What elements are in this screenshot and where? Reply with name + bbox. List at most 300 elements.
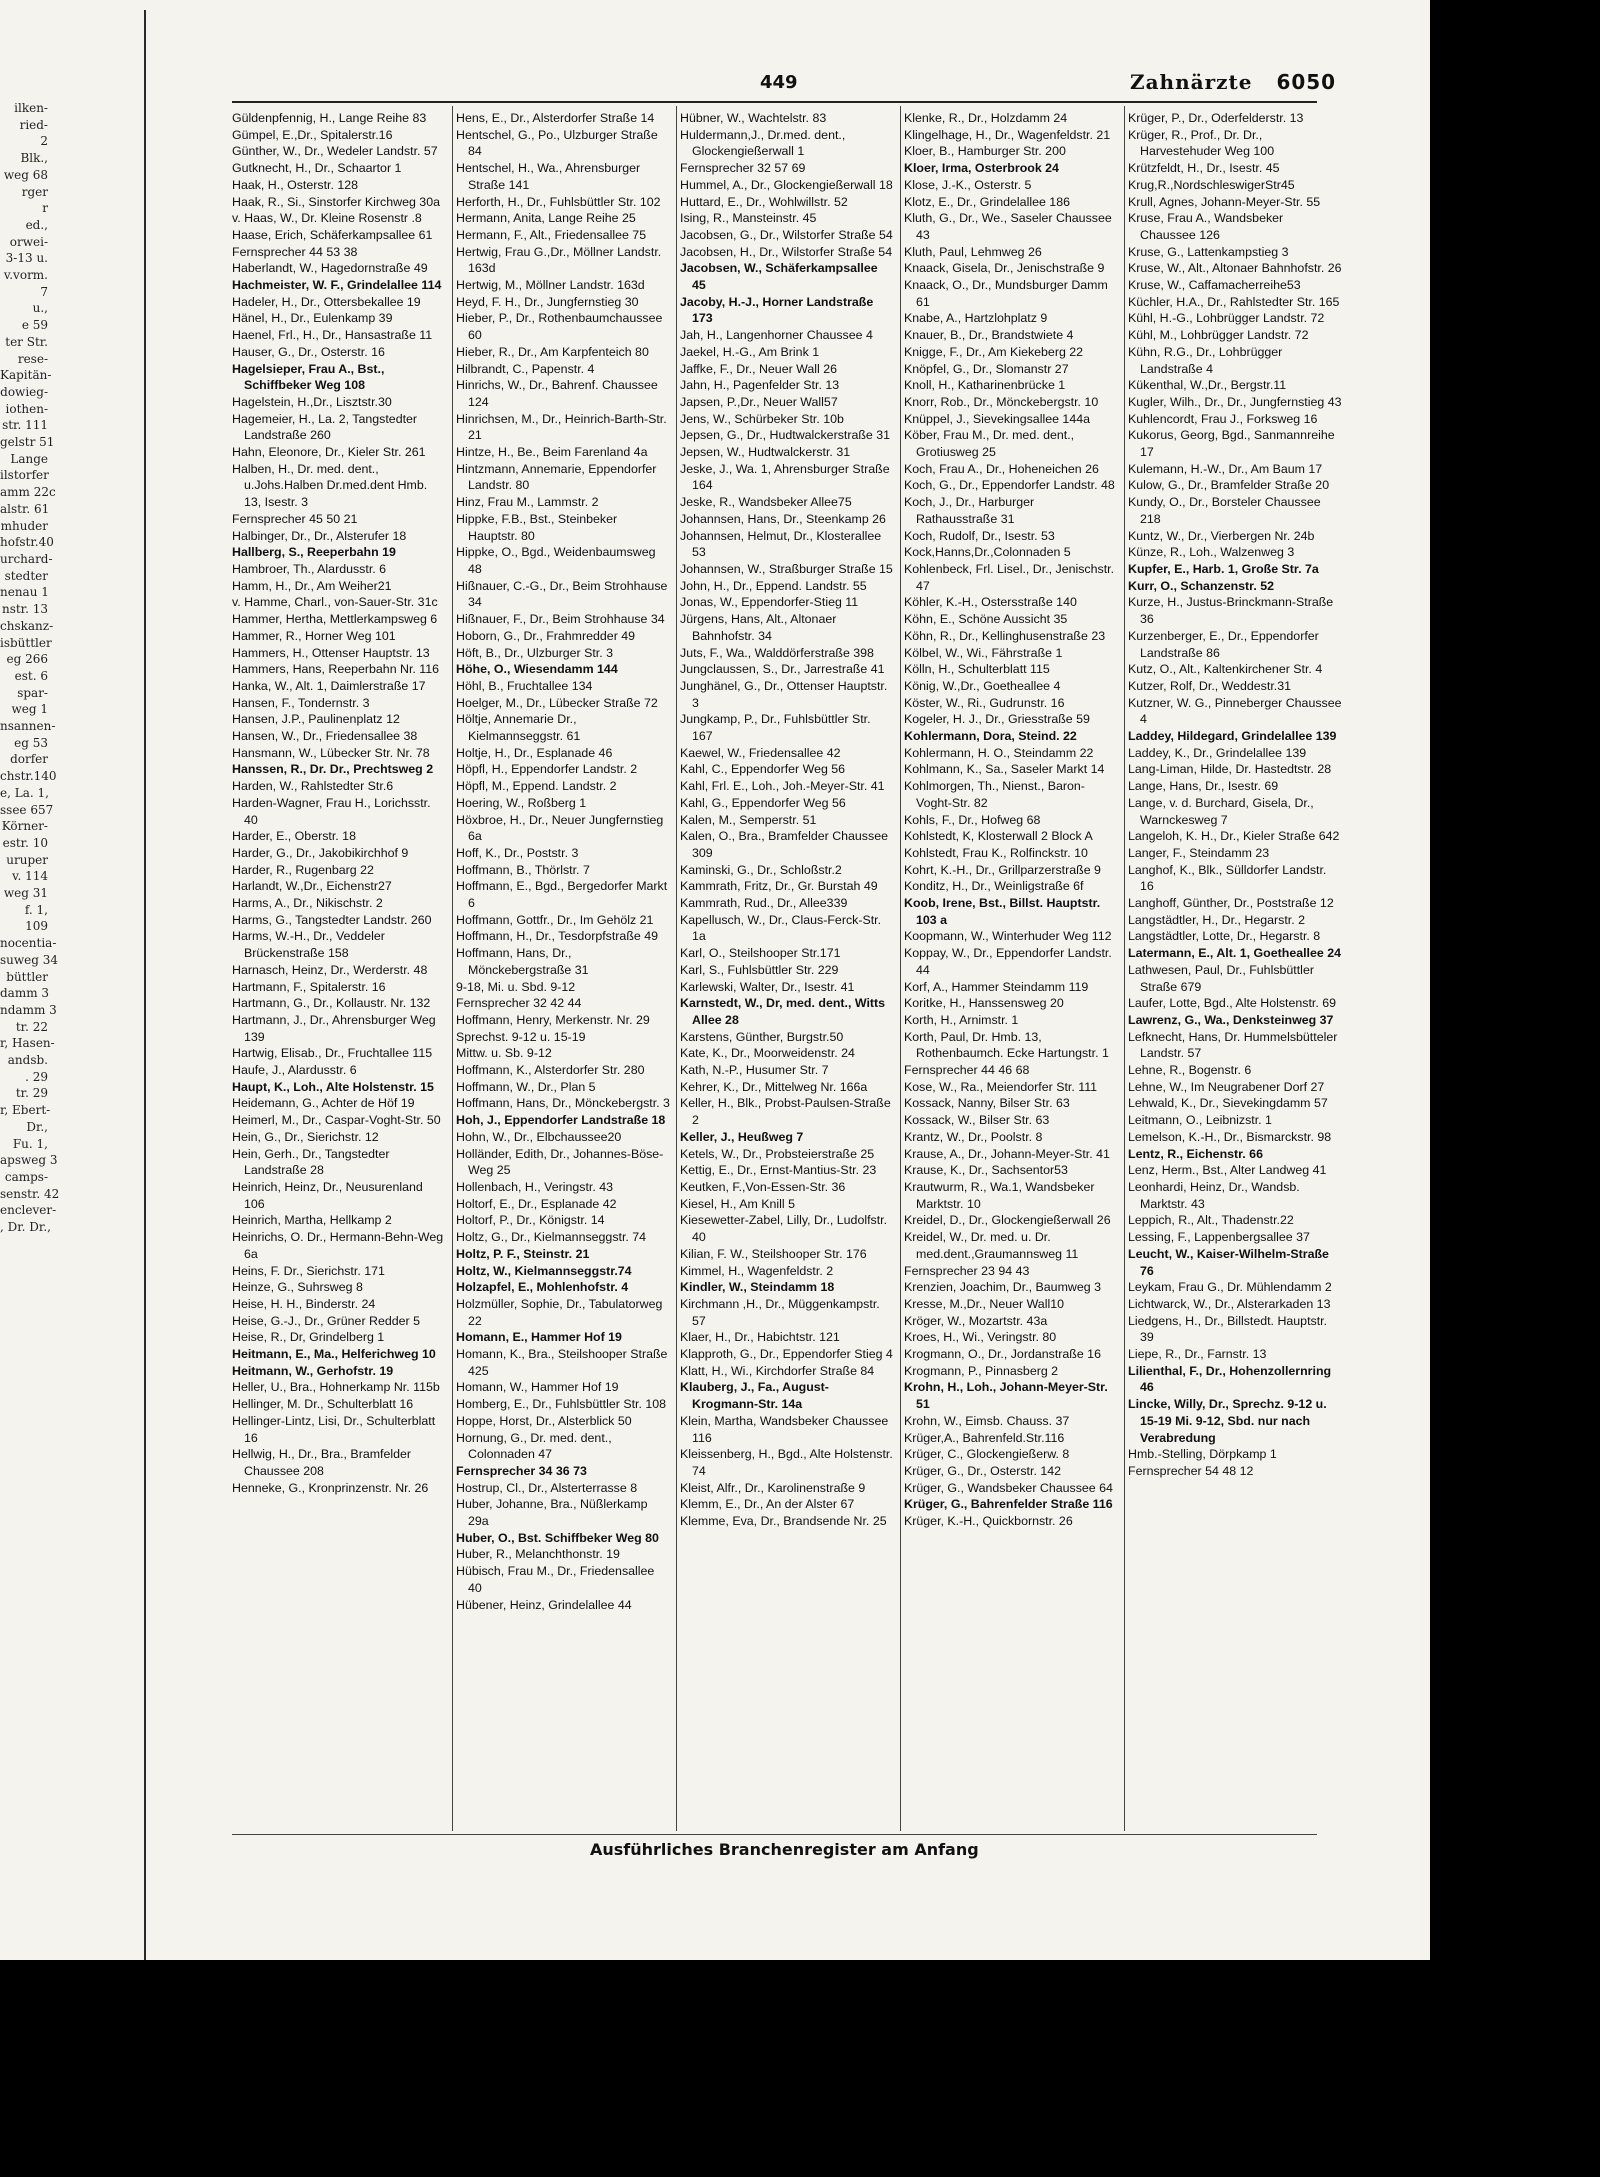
directory-entry: Krenzien, Joachim, Dr., Baumweg 3 — [904, 1280, 1101, 1295]
header-rule — [232, 101, 1317, 103]
directory-entry: Kruse, Frau A., Wandsbeker Chaussee 126 — [1128, 211, 1284, 242]
directory-entry: Hohn, W., Dr., Elbchaussee20 — [456, 1129, 622, 1144]
directory-entry: Kluth, G., Dr., We., Saseler Chaussee 43 — [904, 211, 1112, 242]
directory-entry: Hadeler, H., Dr., Ottersbekallee 19 — [232, 294, 421, 309]
directory-entry: Kaminski, G., Dr., Schloßstr.2 — [680, 862, 842, 877]
directory-entry: Kröger, W., Mozartstr. 43a — [904, 1313, 1048, 1328]
directory-entry: Karnstedt, W., Dr, med. dent., Witts Allee 28 — [680, 996, 886, 1027]
directory-entry: Fernsprecher 32 42 44 — [456, 996, 582, 1011]
directory-entry: Liedgens, H., Dr., Billstedt. Hauptstr. 39 — [1128, 1313, 1328, 1345]
directory-entry: Koob, Irene, Bst., Billst. Hauptstr. 103 a — [904, 896, 1101, 927]
directory-entry: Hostrup, Cl., Dr., Alsterterrasse 8 — [456, 1480, 638, 1495]
directory-entry: Karl, O., Steilshooper Str.171 — [680, 946, 841, 961]
directory-entry: Langeloh, K. H., Dr., Kieler Straße 642 — [1128, 829, 1340, 844]
cut-off-text: enclever- — [0, 1203, 57, 1218]
directory-entry: Jaffke, F., Dr., Neuer Wall 26 — [680, 361, 838, 376]
cut-off-text: r — [42, 201, 48, 216]
directory-entry: Koch, G., Dr., Eppendorfer Landstr. 48 — [904, 478, 1115, 493]
directory-entry: Krüger, G., Dr., Osterstr. 142 — [904, 1463, 1062, 1478]
directory-entry: Kossack, Nanny, Bilser Str. 63 — [904, 1096, 1070, 1111]
directory-entry: Hippke, F.B., Bst., Steinbeker Hauptstr. 80 — [456, 511, 618, 543]
directory-entry: Hintzmann, Annemarie, Eppendorfer Landstr. 80 — [456, 461, 657, 493]
cut-off-text: dowieg- — [0, 384, 48, 399]
directory-entry: Krüger, G., Bahrenfelder Straße 116 — [904, 1497, 1113, 1512]
directory-entry: Leonhardi, Heinz, Dr., Wandsb. Marktstr. 43 — [1128, 1180, 1300, 1211]
directory-entry: Heitmann, E., Ma., Helferichweg 10 — [232, 1347, 436, 1362]
cut-off-text: , Dr. Dr., — [0, 1220, 51, 1235]
cut-off-text: 7 — [40, 284, 48, 299]
directory-entry: Heins, F. Dr., Sierichstr. 171 — [232, 1263, 385, 1278]
directory-entry: Höltje, Annemarie Dr., Kielmannseggstr. 61 — [456, 712, 581, 744]
directory-entry: Kluth, Paul, Lehmweg 26 — [904, 244, 1042, 259]
directory-entry: Leitmann, O., Leibnizstr. 1 — [1128, 1113, 1272, 1128]
directory-entry: Kükenthal, W.,Dr., Bergstr.11 — [1128, 378, 1287, 393]
directory-entry: Günther, W., Dr., Wedeler Landstr. 57 — [232, 144, 438, 159]
directory-entry: Kossack, W., Bilser Str. 63 — [904, 1113, 1050, 1128]
directory-entry: Homberg, E., Dr., Fuhlsbüttler Str. 108 — [456, 1397, 667, 1412]
directory-entry: Kurzenberger, E., Dr., Eppendorfer Landstraße 86 — [1128, 628, 1319, 660]
directory-entry: Jaekel, H.-G., Am Brink 1 — [680, 344, 820, 359]
directory-entry: Heinrich, Heinz, Dr., Neusurenland 106 — [232, 1180, 423, 1211]
directory-entry: Krogmann, O., Dr., Jordanstraße 16 — [904, 1347, 1101, 1362]
cut-off-text: senstr. 42 — [0, 1186, 60, 1201]
column-1 — [232, 110, 446, 1835]
directory-entry: Keutken, F.,Von-Essen-Str. 36 — [680, 1180, 846, 1194]
directory-entry: Kleist, Alfr., Dr., Karolinenstraße 9 — [680, 1480, 866, 1495]
directory-entry: Kreidel, D., Dr., Glockengießerwall 26 — [904, 1213, 1111, 1228]
directory-entry: Karlewski, Walter, Dr., Isestr. 41 — [680, 979, 855, 994]
directory-entry: Juts, F., Wa., Walddörferstraße 398 — [680, 645, 874, 660]
directory-entry: Johannsen, Hans, Dr., Steenkamp 26 — [680, 511, 886, 526]
directory-entry: Heitmann, W., Gerhofstr. 19 — [232, 1363, 394, 1378]
directory-entry: Harlandt, W.,Dr., Eichenstr27 — [232, 879, 392, 894]
directory-entry: Krug,R.,NordschleswigerStr45 — [1128, 177, 1295, 192]
directory-entry: Krogmann, P., Pinnasberg 2 — [904, 1363, 1059, 1378]
directory-entry: Koppay, W., Dr., Eppendorfer Landstr. 44 — [904, 946, 1112, 977]
cut-off-text: ssee 657 — [0, 802, 54, 817]
cut-off-text: ried- — [19, 117, 48, 132]
directory-entry: Krautwurm, R., Wa.1, Wandsbeker Marktstr. 10 — [904, 1180, 1095, 1211]
directory-entry: Güldenpfennig, H., Lange Reihe 83 — [232, 111, 427, 125]
directory-entry: Höpfl, M., Eppend. Landstr. 2 — [456, 779, 617, 794]
directory-entry: Kulow, G., Dr., Bramfelder Straße 20 — [1128, 478, 1330, 493]
cut-off-text: nenau 1 — [0, 585, 49, 600]
directory-entry: Hinrichs, W., Dr., Bahrenf. Chaussee 124 — [456, 378, 658, 409]
directory-entry: Harder, E., Oberstr. 18 — [232, 829, 356, 844]
directory-entry: 9-18, Mi. u. Sbd. 9-12 — [456, 979, 576, 994]
cut-off-text: weg 1 — [11, 702, 48, 717]
directory-entry: Lehne, W., Im Neugrabener Dorf 27 — [1128, 1079, 1325, 1094]
directory-entry: Höft, B., Dr., Ulzburger Str. 3 — [456, 645, 613, 660]
cut-off-text: f. 1, — [24, 902, 48, 917]
directory-entry: Hoffmann, Gottfr., Dr., Im Gehölz 21 — [456, 912, 654, 927]
directory-entry: Hertwig, M., Möllner Landstr. 163d — [456, 278, 645, 293]
column-4 — [904, 110, 1118, 1835]
directory-entry: Koch, Frau A., Dr., Hoheneichen 26 — [904, 461, 1099, 476]
directory-entry: Hermann, Anita, Lange Reihe 25 — [456, 211, 636, 226]
directory-entry: Jacobsen, H., Dr., Wilstorfer Straße 54 — [680, 244, 893, 259]
directory-entry: Kühn, R.G., Dr., Lohbrügger Landstraße 4 — [1128, 344, 1283, 376]
cut-off-text: orwei- — [9, 234, 48, 249]
directory-entry: Kohrt, K.-H., Dr., Grillparzerstraße 9 — [904, 862, 1101, 877]
directory-entry: Harder, R., Rugenbarg 22 — [232, 862, 374, 877]
directory-entry: Kahl, Frl. E., Loh., Joh.-Meyer-Str. 41 — [680, 779, 885, 794]
directory-entry: John, H., Dr., Eppend. Landstr. 55 — [680, 578, 867, 593]
directory-entry: Kirchmann ,H., Dr., Müggenkampstr. 57 — [680, 1296, 880, 1328]
directory-entry: Kohlermann, Dora, Steind. 22 — [904, 729, 1077, 744]
directory-entry: Klingelhage, H., Dr., Wagenfeldstr. 21 — [904, 127, 1111, 142]
directory-entry: Fernsprecher 34 36 73 — [456, 1463, 587, 1478]
directory-entry: Latermann, E., Alt. 1, Goetheallee 24 — [1128, 946, 1342, 961]
directory-entry: Klenke, R., Dr., Holzdamm 24 — [904, 111, 1068, 125]
directory-entry: Langstädtler, Lotte, Dr., Hegarstr. 8 — [1128, 929, 1321, 944]
directory-entry: Koritke, H., Hanssensweg 20 — [904, 996, 1064, 1011]
directory-entry: Höhe, O., Wiesendamm 144 — [456, 662, 618, 677]
directory-entry: Knaack, O., Dr., Mundsburger Damm 61 — [904, 278, 1108, 309]
directory-entry: Herforth, H., Dr., Fuhlsbüttler Str. 102 — [456, 194, 661, 209]
directory-entry: Heise, R., Dr, Grindelberg 1 — [232, 1330, 385, 1345]
directory-entry: Laddey, Hildegard, Grindelallee 139 — [1128, 729, 1337, 744]
directory-entry: Hinz, Frau M., Lammstr. 2 — [456, 495, 599, 510]
directory-entry: Hartmann, J., Dr., Ahrensburger Weg 139 — [232, 1012, 436, 1044]
directory-entry: Knorr, Rob., Dr., Mönckebergstr. 10 — [904, 394, 1099, 409]
directory-entry: Lenz, Herm., Bst., Alter Landweg 41 — [1128, 1163, 1327, 1178]
directory-entry: Heinze, G., Suhrsweg 8 — [232, 1280, 363, 1295]
directory-entry: Hein, G., Dr., Sierichstr. 12 — [232, 1129, 379, 1144]
directory-entry: Hartwig, Elisab., Dr., Fruchtallee 115 — [232, 1046, 433, 1061]
directory-entry: Krohn, W., Eimsb. Chauss. 37 — [904, 1413, 1070, 1428]
directory-entry: Klapproth, G., Dr., Eppendorfer Stieg 4 — [680, 1347, 893, 1362]
directory-entry: Kloer, B., Hamburger Str. 200 — [904, 144, 1066, 159]
directory-entry: Hagelstein, H.,Dr., Lisztstr.30 — [232, 394, 392, 409]
directory-entry: Hoh, J., Eppendorfer Landstraße 18 — [456, 1113, 666, 1128]
directory-entry: Huber, Johanne, Bra., Nüßlerkamp 29a — [456, 1497, 648, 1529]
cut-off-text: . 29 — [25, 1069, 48, 1084]
cut-off-text: tr. 29 — [15, 1086, 48, 1101]
directory-entry: Hollenbach, H., Veringstr. 43 — [456, 1180, 614, 1194]
cut-off-text: nstr. 13 — [1, 602, 48, 617]
directory-entry: Knoll, H., Katharinenbrücke 1 — [904, 378, 1066, 393]
cut-off-text: dorfer — [10, 752, 48, 767]
directory-entry: Harms, W.-H., Dr., Veddeler Brückenstraße 158 — [232, 929, 385, 961]
directory-entry: Sprechst. 9-12 u. 15-19 — [456, 1029, 586, 1044]
directory-entry: Harms, A., Dr., Nikischstr. 2 — [232, 896, 383, 911]
column-separator — [900, 106, 901, 1831]
directory-entry: Köster, W., Ri., Gudrunstr. 16 — [904, 695, 1065, 710]
directory-entry: Köhn, R., Dr., Kellinghusenstraße 23 — [904, 628, 1106, 643]
cut-off-text: apsweg 3 — [0, 1153, 58, 1168]
directory-entry: Hmb.-Stelling, Dörpkamp 1 — [1128, 1447, 1277, 1462]
directory-entry: Jah, H., Langenhorner Chaussee 4 — [680, 328, 873, 343]
directory-entry: Kölbel, W., Wi., Fährstraße 1 — [904, 645, 1063, 660]
directory-entry: Krantz, W., Dr., Poolstr. 8 — [904, 1129, 1043, 1144]
directory-entry: Junghänel, G., Dr., Ottenser Hauptstr. 3 — [680, 678, 888, 710]
directory-entry: Fernsprecher 45 50 21 — [232, 511, 358, 526]
directory-entry: Hieber, P., Dr., Rothenbaumchaussee 60 — [456, 311, 663, 343]
directory-entry: Kutz, O., Alt., Kaltenkirchener Str. 4 — [1128, 662, 1323, 677]
directory-entry: Kurze, H., Justus-Brinckmann-Straße 36 — [1128, 595, 1334, 627]
directory-entry: Hagemeier, H., La. 2, Tangstedter Landstraße 260 — [232, 411, 418, 443]
directory-entry: Krüger,A., Bahrenfeld.Str.116 — [904, 1430, 1065, 1445]
directory-entry: Kohlstedt, Frau K., Rolfinckstr. 10 — [904, 845, 1088, 860]
cut-off-text: v. 114 — [12, 869, 48, 884]
directory-entry: Jungclaussen, S., Dr., Jarrestraße 41 — [680, 662, 885, 677]
directory-entry: Heinrich, Martha, Hellkamp 2 — [232, 1213, 392, 1228]
cut-off-text: camps- — [4, 1170, 48, 1184]
directory-entry: Henneke, G., Kronprinzenstr. Nr. 26 — [232, 1480, 429, 1495]
directory-entry: Hellinger-Lintz, Lisi, Dr., Schulterblatt 16 — [232, 1413, 436, 1445]
page-number: 449 — [760, 72, 798, 93]
directory-entry: Lehne, R., Bogenstr. 6 — [1128, 1063, 1252, 1078]
directory-entry: Kammrath, Fritz, Dr., Gr. Burstah 49 — [680, 879, 878, 894]
directory-entry: Lichtwarck, W., Dr., Alsterarkaden 13 — [1128, 1296, 1331, 1311]
directory-entry: Halbinger, Dr., Dr., Alsterufer 18 — [232, 528, 407, 543]
directory-entry: Kohls, F., Dr., Hofweg 68 — [904, 812, 1041, 827]
directory-entry: Kleissenberg, H., Bgd., Alte Holstenstr. 74 — [680, 1447, 893, 1478]
directory-entry: Krause, K., Dr., Sachsentor53 — [904, 1163, 1068, 1178]
directory-entry: Jepsen, W., Hudtwalckerstr. 31 — [680, 445, 851, 460]
directory-entry: Johannsen, W., Straßburger Straße 15 — [680, 561, 893, 576]
directory-entry: Hartmann, F., Spitalerstr. 16 — [232, 979, 386, 994]
directory-entry: Hübisch, Frau M., Dr., Friedensallee 40 — [456, 1564, 655, 1595]
cut-off-text: str. 111 — [2, 418, 48, 433]
directory-entry: Hermann, F., Alt., Friedensallee 75 — [456, 227, 647, 242]
directory-entry: Hübner, W., Wachtelstr. 83 — [680, 111, 827, 125]
cut-off-text: suweg 34 — [0, 952, 59, 967]
directory-entry: Kugler, Wilh., Dr., Dr., Jungfernstieg 43 — [1128, 394, 1342, 409]
directory-entry: Klose, J.-K., Osterstr. 5 — [904, 177, 1032, 192]
cut-off-text: andsb. — [7, 1053, 48, 1068]
directory-entry: Heyd, F. H., Dr., Jungfernstieg 30 — [456, 294, 639, 309]
directory-entry: Korf, A., Hammer Steindamm 119 — [904, 979, 1089, 994]
directory-entry: Hoffmann, K., Alsterdorfer Str. 280 — [456, 1063, 645, 1078]
directory-entry: Hilbrandt, C., Papenstr. 4 — [456, 361, 595, 376]
cut-off-text: tr. 22 — [15, 1019, 48, 1034]
section-title: Zahnärzte — [1130, 70, 1253, 94]
directory-entry: Heise, G.-J., Dr., Grüner Redder 5 — [232, 1313, 420, 1328]
directory-entry: Hamm, H., Dr., Am Weiher21 — [232, 578, 392, 593]
directory-entry: König, W.,Dr., Goetheallee 4 — [904, 678, 1061, 693]
directory-entry: Hens, E., Dr., Alsterdorfer Straße 14 — [456, 111, 655, 125]
directory-entry: Haenel, Frl., H., Dr., Hansastraße 11 — [232, 328, 433, 343]
directory-entry: Knüppel, J., Sievekingsallee 144a — [904, 411, 1090, 426]
cut-off-text: spar- — [17, 685, 48, 700]
directory-entry: Kreidel, W., Dr. med. u. Dr. med.dent.,Graumannsweg 11 — [904, 1230, 1079, 1261]
section-header — [1130, 70, 1336, 94]
cut-off-text: iothen- — [5, 401, 48, 416]
directory-entry: Kukorus, Georg, Bgd., Sanmannreihe 17 — [1128, 428, 1335, 460]
directory-entry: Huber, O., Bst. Schiffbeker Weg 80 — [456, 1530, 659, 1545]
directory-entry: Hippke, O., Bgd., Weidenbaumsweg 48 — [456, 545, 656, 576]
directory-entry: Krützfeldt, H., Dr., Isestr. 45 — [1128, 161, 1280, 176]
directory-entry: Klatt, H., Wi., Kirchdorfer Straße 84 — [680, 1363, 875, 1378]
directory-entry: Krüger, K.-H., Quickbornstr. 26 — [904, 1514, 1073, 1529]
directory-entry: Kulemann, H.-W., Dr., Am Baum 17 — [1128, 461, 1323, 476]
directory-entry: Jens, W., Schürbeker Str. 10b — [680, 411, 844, 426]
directory-entry: Kate, K., Dr., Moorweidenstr. 24 — [680, 1046, 855, 1061]
directory-entry: Hoffmann, E., Bgd., Bergedorfer Markt 6 — [456, 879, 668, 911]
directory-entry: Korth, Paul, Dr. Hmb. 13, Rothenbaumch. Ecke Hartungstr. 1 — [904, 1029, 1109, 1061]
directory-entry: Hammer, R., Horner Weg 101 — [232, 628, 396, 643]
cut-off-text: Kapitän- — [0, 368, 52, 383]
directory-entry: Klaer, H., Dr., Habichtstr. 121 — [680, 1330, 840, 1345]
directory-entry: Hänel, H., Dr., Eulenkamp 39 — [232, 311, 393, 326]
directory-entry: Kresse, M.,Dr., Neuer Wall10 — [904, 1296, 1064, 1311]
column-2 — [456, 110, 670, 1835]
directory-entry: Harnasch, Heinz, Dr., Werderstr. 48 — [232, 962, 428, 977]
directory-entry: Jürgens, Hans, Alt., Altonaer Bahnhofstr. 34 — [680, 612, 837, 643]
directory-entry: Knauer, B., Dr., Brandstwiete 4 — [904, 328, 1074, 343]
directory-entry: Fernsprecher 44 53 38 — [232, 244, 358, 259]
directory-entry: Klein, Martha, Wandsbeker Chaussee 116 — [680, 1413, 889, 1445]
directory-entry: Kruse, W., Alt., Altonaer Bahnhofstr. 26 — [1128, 261, 1342, 276]
directory-entry: Laufer, Lotte, Bgd., Alte Holstenstr. 69 — [1128, 996, 1337, 1011]
directory-entry: Klemme, Eva, Dr., Brandsende Nr. 25 — [680, 1514, 887, 1529]
directory-entry: Hentschel, G., Po., Ulzburger Straße 84 — [456, 127, 658, 159]
directory-entry: Heidemann, G., Achter de Höf 19 — [232, 1096, 415, 1111]
directory-entry: Hübener, Heinz, Grindelallee 44 — [456, 1597, 632, 1612]
directory-entry: Hoffmann, Hans, Dr., Mönckebergstr. 3 — [456, 1096, 670, 1111]
directory-entry: Kohlenbeck, Frl. Lisel., Dr., Jenischstr. 47 — [904, 561, 1115, 593]
directory-entry: Jacoby, H.-J., Horner Landstraße 173 — [680, 294, 874, 326]
directory-entry: Kogeler, H. J., Dr., Griesstraße 59 — [904, 712, 1090, 727]
cut-off-text: uruper — [6, 852, 48, 867]
directory-entry: Höhl, B., Fruchtallee 134 — [456, 678, 593, 693]
directory-entry: Kölln, H., Schulterblatt 115 — [904, 662, 1050, 677]
cut-off-text: nocentia- — [0, 936, 57, 951]
directory-entry: Kose, W., Ra., Meiendorfer Str. 111 — [904, 1079, 1098, 1094]
directory-entry: Hellwig, H., Dr., Bra., Bramfelder Chaussee 208 — [232, 1447, 412, 1478]
cut-off-text: 2 — [40, 134, 48, 149]
directory-entry: Huber, R., Melanchthonstr. 19 — [456, 1547, 620, 1562]
directory-entry: v. Hamme, Charl., von-Sauer-Str. 31c — [232, 595, 438, 610]
cut-off-text: Fu. 1, — [12, 1136, 48, 1151]
directory-entry: Hißnauer, C.-G., Dr., Beim Strohhause 34 — [456, 578, 668, 610]
directory-entry: Heller, U., Bra., Hohnerkamp Nr. 115b — [232, 1380, 440, 1395]
directory-entry: Holtorf, P., Dr., Königstr. 14 — [456, 1213, 605, 1228]
directory-entry: Kuntz, W., Dr., Vierbergen Nr. 24b — [1128, 528, 1315, 543]
directory-entry: Ketels, W., Dr., Probsteierstraße 25 — [680, 1146, 875, 1161]
cut-off-text: Lange — [10, 451, 48, 466]
directory-entry: Hahn, Eleonore, Dr., Kieler Str. 261 — [232, 445, 426, 460]
directory-entry: Hansen, W., Dr., Friedensallee 38 — [232, 729, 418, 744]
directory-entry: Japsen, P.,Dr., Neuer Wall57 — [680, 394, 838, 409]
directory-entry: Kilian, F. W., Steilshooper Str. 176 — [680, 1246, 867, 1261]
directory-entry: Langstädtler, H., Dr., Hegarstr. 2 — [1128, 912, 1305, 927]
directory-entry: Lang-Liman, Hilde, Dr. Hastedtstr. 28 — [1128, 762, 1332, 777]
directory-entry: Lefknecht, Hans, Dr. Hummelsbütteler Landstr. 57 — [1128, 1029, 1338, 1061]
directory-entry: Lehwald, K., Dr., Sievekingdamm 57 — [1128, 1096, 1328, 1111]
directory-entry: Karstens, Günther, Burgstr.50 — [680, 1029, 844, 1044]
cut-off-text: e, La. 1, — [0, 785, 49, 800]
directory-entry: Kahl, C., Eppendorfer Weg 56 — [680, 762, 846, 777]
directory-entry: Kettig, E., Dr., Ernst-Mantius-Str. 23 — [680, 1163, 877, 1178]
directory-entry: Halben, H., Dr. med. dent., u.Johs.Halben Dr.med.dent Hmb. 13, Isestr. 3 — [232, 461, 428, 510]
directory-entry: Fernsprecher 44 46 68 — [904, 1063, 1030, 1078]
directory-entry: Lilienthal, F., Dr., Hohenzollernring 46 — [1128, 1363, 1332, 1395]
directory-entry: Klemm, E., Dr., An der Alster 67 — [680, 1497, 855, 1512]
directory-entry: Hoering, W., Roßberg 1 — [456, 795, 587, 810]
directory-entry: Leppich, R., Alt., Thadenstr.22 — [1128, 1213, 1294, 1228]
directory-entry: Haupt, K., Loh., Alte Holstenstr. 15 — [232, 1079, 434, 1094]
directory-entry: Hintze, H., Be., Beim Farenland 4a — [456, 445, 648, 460]
directory-entry: Köber, Frau M., Dr. med. dent., Grotiusweg 25 — [904, 428, 1075, 460]
directory-entry: Kohlmorgen, Th., Nienst., Baron-Voght-Str. 82 — [904, 779, 1085, 810]
directory-entry: Huttard, E., Dr., Wohlwillstr. 52 — [680, 194, 848, 209]
directory-entry: Kohlmann, K., Sa., Saseler Markt 14 — [904, 762, 1105, 777]
directory-entry: Kutzer, Rolf, Dr., Weddestr.31 — [1128, 678, 1291, 693]
directory-entry: Kruse, G., Lattenkampstieg 3 — [1128, 244, 1289, 259]
cut-off-text: amm 22c — [0, 485, 56, 500]
directory-entry: Holtz, G., Dr., Kielmannseggstr. 74 — [456, 1230, 647, 1245]
directory-entry: Kloer, Irma, Osterbrook 24 — [904, 161, 1059, 176]
cut-off-text: hofstr.40 — [0, 535, 54, 550]
directory-entry: Huldermann,J., Dr.med. dent., Glockengießerwall 1 — [680, 127, 846, 159]
directory-entry: Jungkamp, P., Dr., Fuhlsbüttler Str. 167 — [680, 712, 871, 744]
directory-entry: Klauberg, J., Fa., August-Krogmann-Str. 14a — [680, 1380, 829, 1412]
directory-entry: Hanssen, R., Dr. Dr., Prechtsweg 2 — [232, 762, 434, 777]
column-3 — [680, 110, 894, 1835]
directory-entry: Harms, G., Tangstedter Landstr. 260 — [232, 912, 432, 927]
directory-entry: Haak, H., Osterstr. 128 — [232, 177, 359, 192]
directory-entry: Kroes, H., Wi., Veringstr. 80 — [904, 1330, 1057, 1345]
directory-entry: Fernsprecher 32 57 69 — [680, 161, 806, 176]
directory-entry: Kock,Hanns,Dr.,Colonnaden 5 — [904, 545, 1071, 560]
directory-entry: Langhoff, Günther, Dr., Poststraße 12 — [1128, 896, 1334, 911]
cut-off-text: ilstorfer — [0, 468, 49, 483]
directory-entry: Heise, H. H., Binderstr. 24 — [232, 1296, 376, 1311]
directory-entry: Hellinger, M. Dr., Schulterblatt 16 — [232, 1397, 414, 1412]
directory-entry: Hornung, G., Dr. med. dent., Colonnaden 47 — [456, 1430, 612, 1462]
directory-entry: Holzapfel, E., Mohlenhofstr. 4 — [456, 1280, 629, 1295]
directory-entry: Höxbroe, H., Dr., Neuer Jungfernstieg 6a — [456, 812, 664, 844]
directory-entry: Kalen, O., Bra., Bramfelder Chaussee 309 — [680, 829, 888, 860]
directory-entry: Kuhlencordt, Frau J., Forksweg 16 — [1128, 411, 1318, 426]
column-5 — [1128, 110, 1342, 1835]
directory-entry: Hoppe, Horst, Dr., Alsterblick 50 — [456, 1413, 632, 1428]
directory-entry: Küchler, H.A., Dr., Rahlstedter Str. 165 — [1128, 294, 1340, 309]
cut-off-text: gelstr 51 — [0, 435, 55, 450]
directory-entry: Lawrenz, G., Wa., Denksteinweg 37 — [1128, 1012, 1334, 1027]
directory-entry: Keller, H., Blk., Probst-Paulsen-Straße 2 — [680, 1096, 891, 1128]
directory-entry: Harden, W., Rahlstedter Str.6 — [232, 779, 394, 794]
cut-off-text: u., — [32, 301, 48, 316]
directory-entry: Köhler, K.-H., Ostersstraße 140 — [904, 595, 1077, 610]
directory-entry: v. Haas, W., Dr. Kleine Rosenstr .8 — [232, 211, 422, 226]
directory-entry: Jacobsen, W., Schäferkampsallee 45 — [680, 261, 878, 293]
cut-off-text: eg 53 — [14, 735, 48, 750]
directory-entry: Kapellusch, W., Dr., Claus-Ferck-Str. 1a — [680, 912, 882, 944]
directory-entry: Knöpfel, G., Dr., Slomanstr 27 — [904, 361, 1069, 376]
directory-entry: Kalen, M., Semperstr. 51 — [680, 812, 817, 827]
directory-entry: Korth, H., Arnimstr. 1 — [904, 1012, 1019, 1027]
directory-entry: Holzmüller, Sophie, Dr., Tabulatorweg 22 — [456, 1296, 663, 1328]
directory-entry: Hoffmann, B., Thörlstr. 7 — [456, 862, 590, 877]
directory-entry: Hoffmann, W., Dr., Plan 5 — [456, 1079, 596, 1094]
directory-entry: Kahl, G., Eppendorfer Weg 56 — [680, 795, 846, 810]
directory-entry: Jeske, J., Wa. 1, Ahrensburger Straße 164 — [680, 461, 890, 493]
directory-entry: Krüger, C., Glockengießerw. 8 — [904, 1447, 1070, 1462]
directory-entry: Kühl, H.-G., Lohbrügger Landstr. 72 — [1128, 311, 1325, 326]
directory-entry: Karl, S., Fuhlsbüttler Str. 229 — [680, 962, 839, 977]
directory-entry: Lincke, Willy, Dr., Sprechz. 9-12 u. 15-19 Mi. 9-12, Sbd. nur nach Verabredung — [1128, 1397, 1327, 1445]
directory-entry: Kiesewetter-Zabel, Lilly, Dr., Ludolfstr. 40 — [680, 1213, 888, 1245]
directory-entry: Krull, Agnes, Johann-Meyer-Str. 55 — [1128, 194, 1321, 209]
directory-entry: Klotz, E., Dr., Grindelallee 186 — [904, 194, 1070, 209]
directory-entry: Hansen, F., Tondernstr. 3 — [232, 695, 370, 710]
directory-entry: Hoffmann, Henry, Merkenstr. Nr. 29 — [456, 1012, 650, 1027]
cut-off-text: ilken- — [14, 101, 48, 115]
